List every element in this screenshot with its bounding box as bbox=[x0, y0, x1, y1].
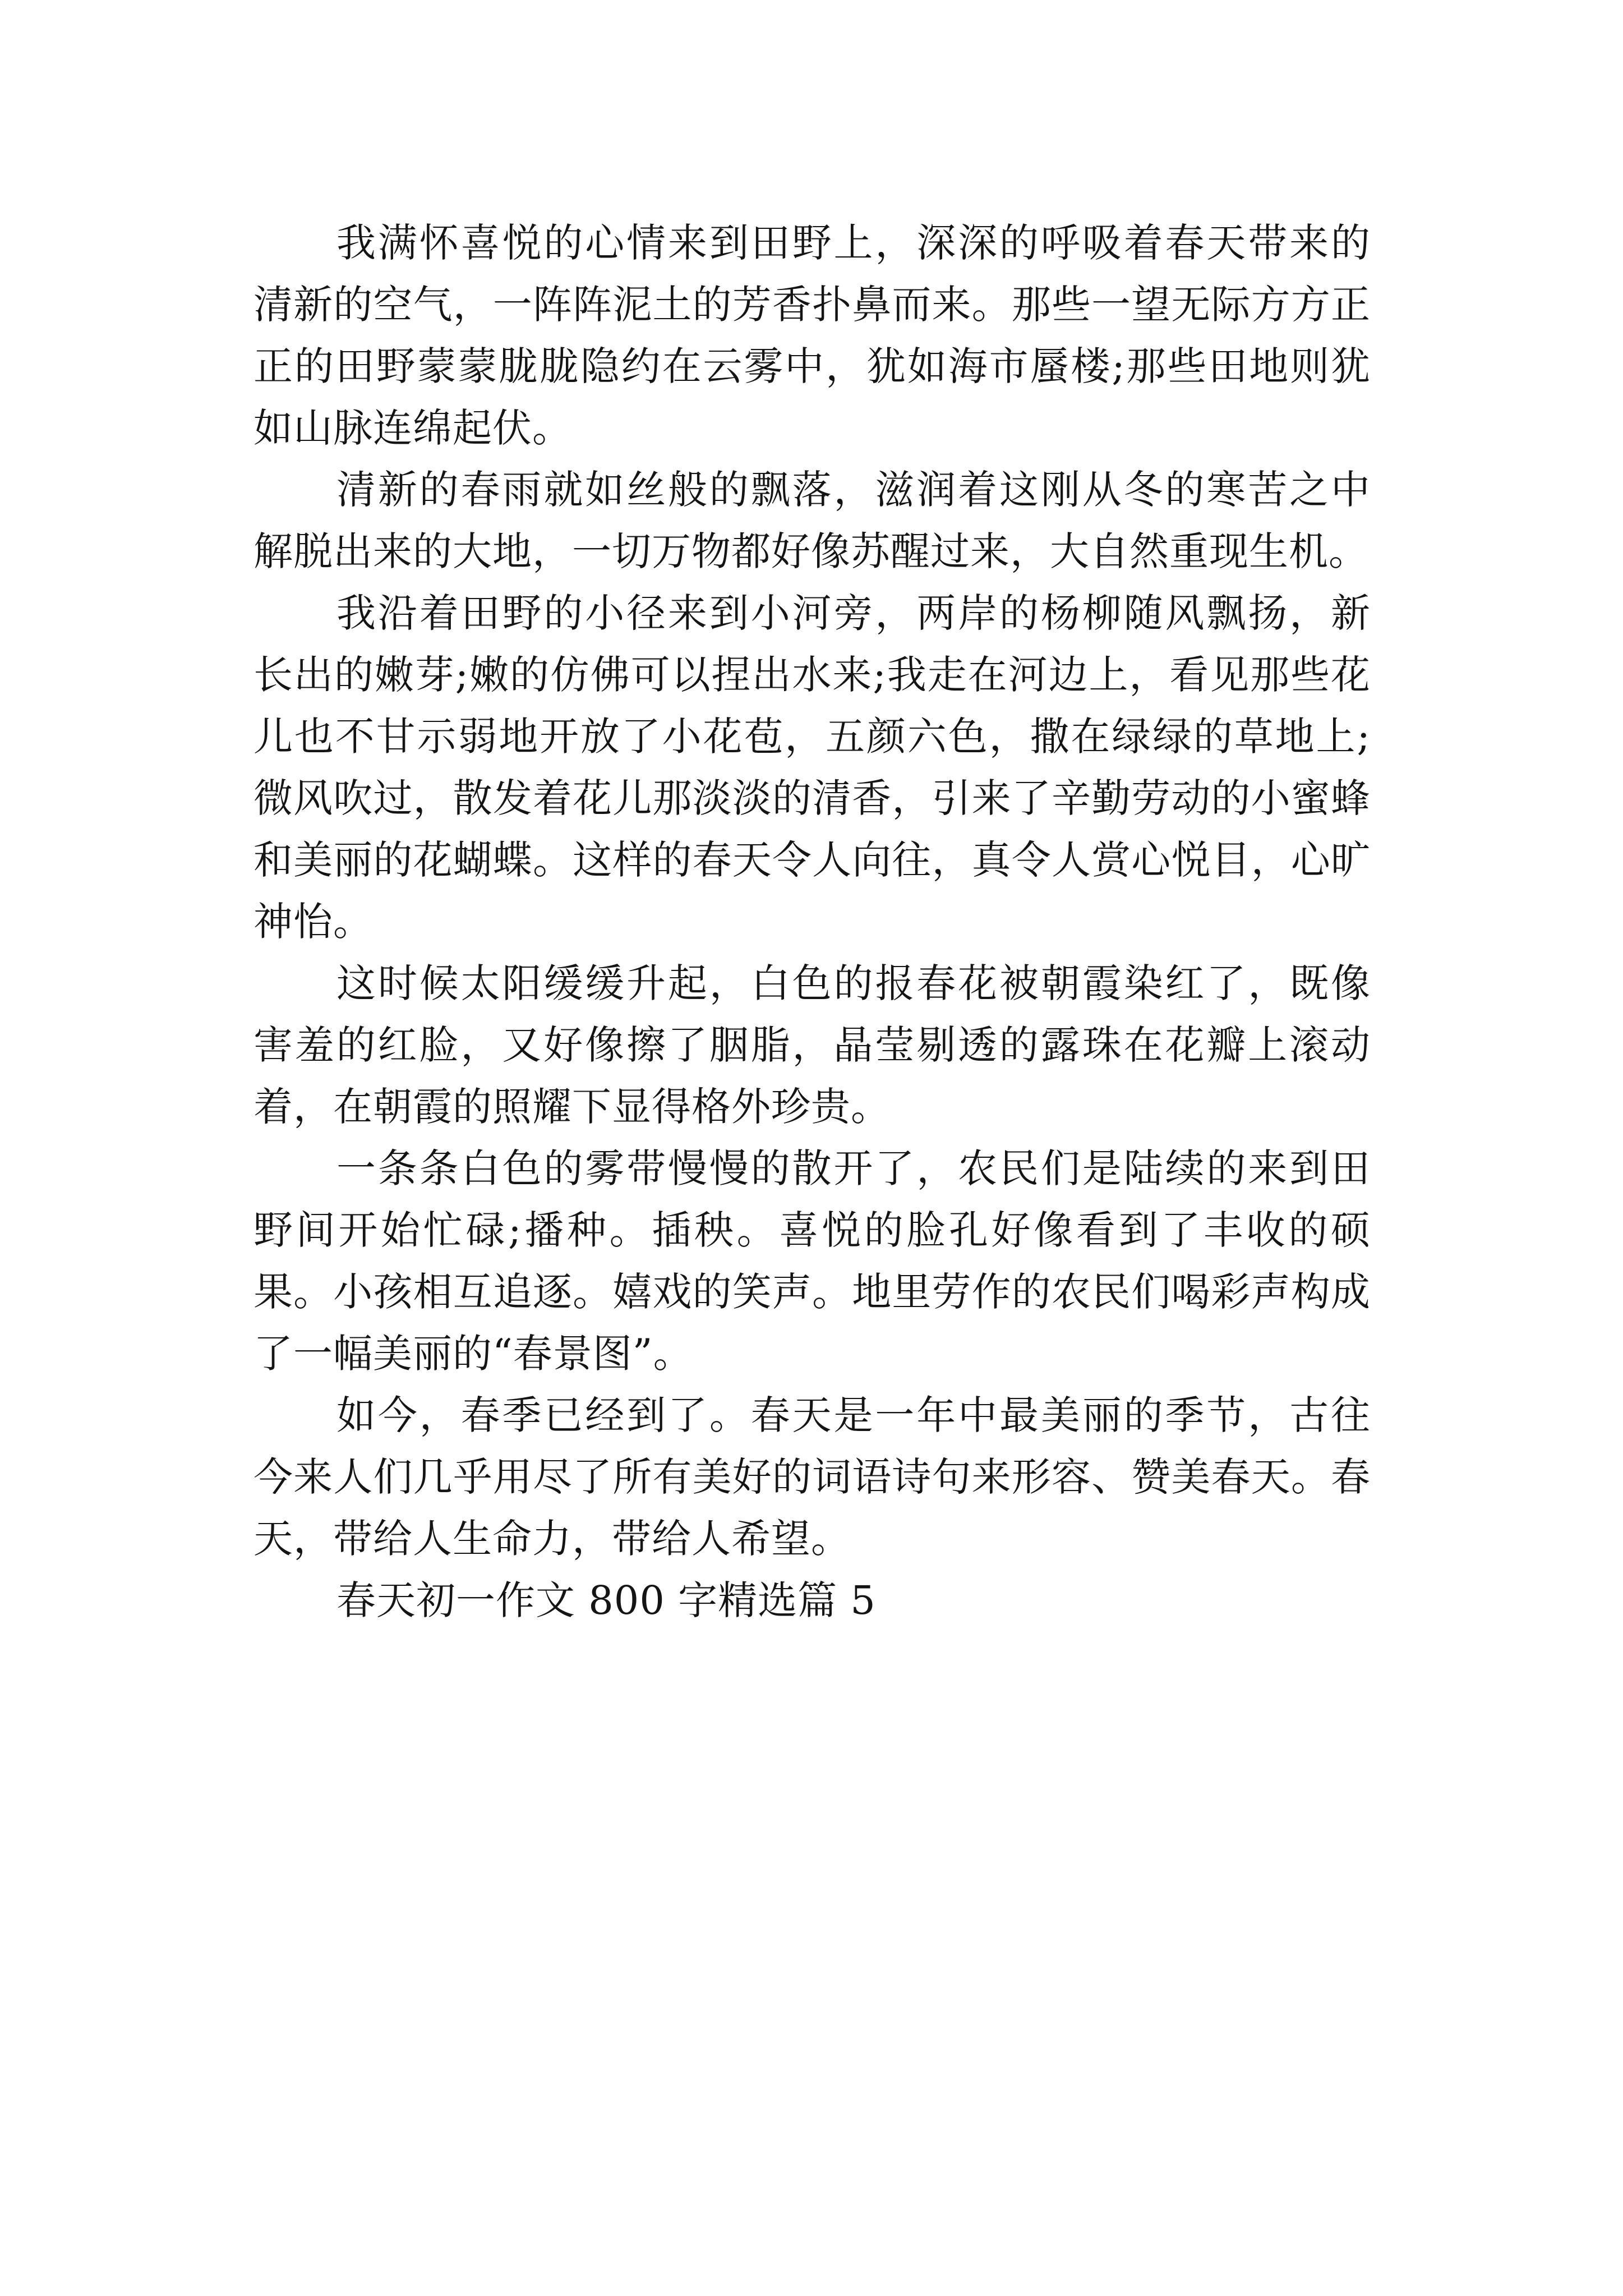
document-body bbox=[253, 212, 1371, 1631]
section-heading: 春天初一作文 800 字精选篇 5 bbox=[336, 1577, 876, 1623]
paragraph-4: 这时候太阳缓缓升起，白色的报春花被朝霞染红了，既像害羞的红脸，又好像擦了胭脂，晶莹剔透的露珠在花瓣上滚动着，在朝霞的照耀下显得格外珍贵。 bbox=[253, 960, 1371, 1130]
paragraph-1: 我满怀喜悦的心情来到田野上，深深的呼吸着春天带来的清新的空气，一阵阵泥土的芳香扑鼻而来。那些一望无际方方正正的田野蒙蒙胧胧隐约在云雾中，犹如海市蜃楼;那些田地则犹如山脉连绵起伏。 bbox=[253, 220, 1371, 451]
paragraph-5: 一条条白色的雾带慢慢的散开了，农民们是陆续的来到田野间开始忙碌;播种。插秧。喜悦的脸孔好像看到了丰收的硕果。小孩相互追逐。嬉戏的笑声。地里劳作的农民们喝彩声构成了一幅美丽的“春景图”。 bbox=[253, 1145, 1371, 1377]
paragraph-2: 清新的春雨就如丝般的飘落，滋润着这刚从冬的寒苦之中解脱出来的大地，一切万物都好像苏醒过来，大自然重现生机。 bbox=[253, 467, 1371, 574]
paragraph-6: 如今，春季已经到了。春天是一年中最美丽的季节，古往今来人们几乎用尽了所有美好的词语诗句来形容、赞美春天。春天，带给人生命力，带给人希望。 bbox=[253, 1392, 1371, 1562]
paragraph-3: 我沿着田野的小径来到小河旁，两岸的杨柳随风飘扬，新长出的嫩芽;嫩的仿佛可以捏出水来;我走在河边上，看见那些花儿也不甘示弱地开放了小花苞，五颜六色，撒在绿绿的草地上;微风吹过，散发着花儿那淡淡的清香，引来了辛勤劳动的小蜜蜂和美丽的花蝴蝶。这样的春天令人向往，真令人赏心悦目，心旷神怡。 bbox=[253, 590, 1371, 945]
